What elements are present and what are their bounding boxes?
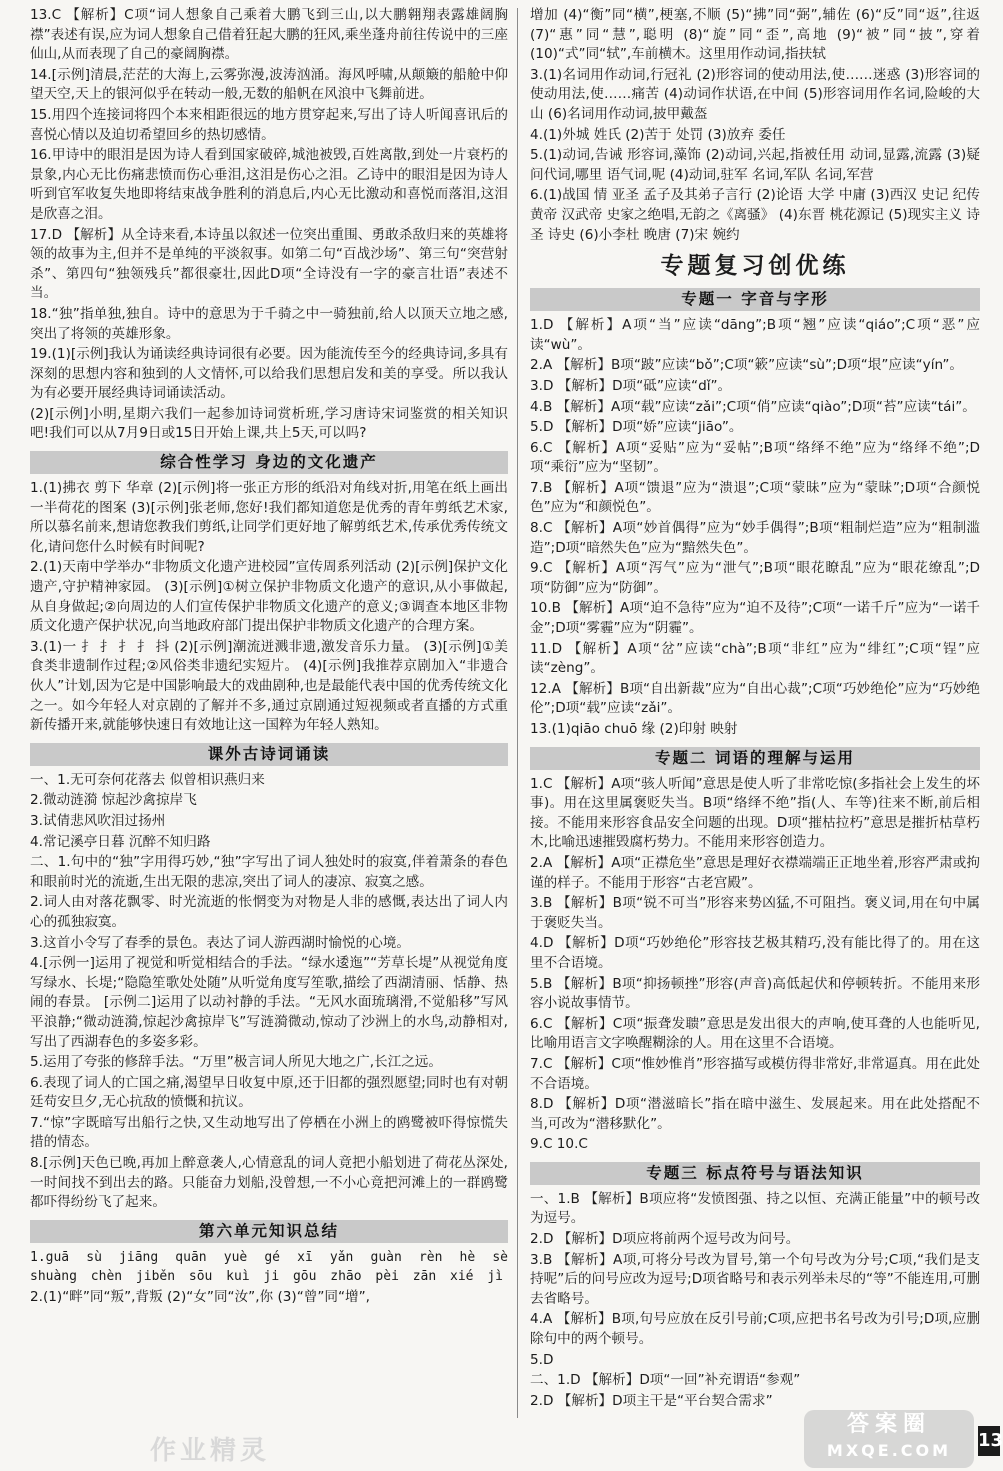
- answer-paragraph: 15.用四个连接词将四个本来相距很远的地方贯穿起来,写出了诗人听闻喜讯后的喜悦心情以及迫切希望回乡的热切感情。: [30, 106, 508, 143]
- answer-paragraph: 5.D 【解析】D项“娇”应读“jiāo”。: [530, 419, 743, 436]
- right-column: [530, 6, 980, 1411]
- answer-paragraph: 7.“惊”字既暗写出船行之快,又生动地写出了停栖在小洲上的鸥鹭被吓得惊慌失措的情态。: [30, 1114, 508, 1151]
- answer-paragraph: 2.A 【解析】B项“跛”应读“bǒ”;C项“簌”应读“sù”;D项“垠”应读“yín”。: [530, 357, 963, 374]
- answer-paragraph: 二、1.D 【解析】D项“一回”补充谓语“参观”: [530, 1372, 801, 1389]
- answer-paragraph: 17.D 【解析】从全诗来看,本诗虽以叙述一位突出重围、勇敢杀敌归来的英雄将领的故事为主,但并不是单纯的平淡叙事。如第二句“百战沙场”、第三句“突营射杀”、第四句“独领残兵”都很豪壮,因此D项“全诗没有一字的豪言壮语”表述不当。: [30, 226, 508, 302]
- answer-paragraph: 6.表现了词人的亡国之痛,渴望早日收复中原,还于旧都的强烈愿望;同时也有对朝廷苟安旦夕,无心抗敌的愤慨和抗议。: [30, 1074, 508, 1111]
- answer-paragraph: 8.[示例]天色已晚,再加上醉意袭人,心情意乱的词人竟把小船划进了荷花丛深处,一时间找不到出去的路。只能奋力划船,没曾想,一不小心竟把河滩上的一群鸥鹭都吓得纷纷飞了起来。: [30, 1155, 508, 1211]
- answer-paragraph: 1.guā sù jiāng quān yuè gé xī yǎn guàn rèn hè sè shuàng chèn jiběn sōu kuì ji gōu zhāo pèi zān xié jì: [30, 1249, 508, 1285]
- answer-paragraph: 一、1.无可奈何花落去 似曾相识燕归来: [30, 771, 265, 788]
- answer-paragraph: 18.“独”指单独,独自。诗中的意思为于千骑之中一骑独前,给人以顶天立地之感,突出了将领的英雄形象。: [30, 305, 508, 342]
- answer-paragraph: 10.B 【解析】A项“迫不急待”应为“迫不及待”;C项“一诺千斤”应为“一诺千金”;D项“雾霾”应为“阴霾”。: [530, 600, 980, 637]
- answer-paragraph: (2)[示例]小明,星期六我们一起参加诗词赏析班,学习唐诗宋词鉴赏的相关知识吧!我们可以从7月9日或15日开始上课,共上5天,可以吗?: [30, 405, 508, 442]
- answer-paragraph: 1.(1)拂衣 剪下 华章 (2)[示例]将一张正方形的纸沿对角线对折,用笔在纸上画出一半荷花的图案 (3)[示例]张老师,您好!我们都知道您是优秀的青年剪纸艺术家,所以慕名前来,想请您教我们剪纸,让同学们更好地了解剪纸艺术,传承优秀传统文化,请问您什么时候有时间呢?: [30, 480, 508, 555]
- answer-paragraph: 7.C 【解析】C项“惟妙惟肖”形容描写或模仿得非常好,非常逼真。用在此处不合语境。: [530, 1055, 980, 1092]
- answer-paragraph: 1.D 【解析】A项“当”应读“dāng”;B项“翘”应读“qiáo”;C项“恶”应读“wù”。: [530, 317, 980, 353]
- answer-paragraph: 4.D 【解析】D项“巧妙绝伦”形容技艺极其精巧,没有能比得了的。用在这里不合语境。: [530, 935, 980, 971]
- answer-paragraph: 6.C 【解析】C项“振聋发聩”意思是发出很大的声响,使耳聋的人也能听见,比喻用语言文字唤醒糊涂的人。用在这里不合语境。: [530, 1015, 980, 1052]
- answer-paragraph: 3.(1)名词用作动词,行冠礼 (2)形容词的使动用法,使……迷惑 (3)形容词的使动用法,使……痛苦 (4)动词作状语,在中间 (5)形容词用作名词,险峻的大山 (6)名词用作动词,披甲戴盔: [530, 66, 980, 122]
- answer-paragraph: 3.(1)一 扌 扌 扌 扌 抖 (2)[示例]潮流迸溅非遗,激发音乐力量。 (3)[示例]①美食类非遗制作过程;②风俗类非遗纪实短片。 (4)[示例]我推荐京剧加入“非遗合伙人”计划,因为它是中国影响最大的戏曲剧种,也是最能代表中国的优秀传统文化之一。如今年轻人对京剧的了解并不多,通过京剧通过短视频或者直播的方式重新传播开来,就能够快速日有效地让这一国粹为年轻人熟知。: [30, 638, 508, 734]
- answer-paragraph: 5.(1)动词,告诫 形容词,藻饰 (2)动词,兴起,指被任用 动词,显露,流露 (3)疑问代词,哪里 语气词,呢 (4)动词,驻军 名词,军队 名词,军营: [530, 147, 980, 183]
- answer-paragraph: 4.A 【解析】B项,句号应放在反引号前;C项,应把书名号改为引号;D项,应删除句中的两个顿号。: [530, 1311, 980, 1348]
- page-number: 13: [978, 1426, 1000, 1456]
- page-title: 专题复习创优练: [660, 253, 850, 280]
- answer-paragraph: 增加 (4)“衡”同“横”,梗塞,不顺 (5)“拂”同“弼”,辅佐 (6)“反”同“返”,往返 (7)“惠”同“慧”,聪明 (8)“旋”同“歪”,高地 (9)“被”同“披”,穿着 (10)“式”同“轼”,车前横木。这里用作动词,指扶轼: [530, 7, 980, 63]
- answer-paragraph: 7.B 【解析】A项“馈退”应为“溃退”;C项“蒙昧”应为“蒙昧”;D项“合颜悦色”应为“和颜悦色”。: [530, 479, 980, 516]
- answer-paragraph: 2.词人由对落花飘零、时光流逝的怅惘变为对物是人非的感慨,表达出了词人内心的孤独寂寞。: [30, 894, 508, 930]
- answer-paragraph: 8.C 【解析】A项“妙首偶得”应为“妙手偶得”;B项“粗制烂造”应为“粗制滥造”;D项“暗然失色”应为“黯然失色”。: [530, 520, 980, 556]
- answer-paragraph: 11.D 【解析】A项“岔”应读“chà”;B项“非红”应为“绯红”;C项“锃”应读“zèng”。: [530, 640, 980, 677]
- answer-paragraph: 13.C 【解析】C项“词人想象自己乘着大鹏飞到三山,以大鹏翱翔表露雄阔胸襟”表述有误,应为词人想象自己借着狂起大鹏的狂风,乘坐蓬舟前往传说中的三座仙山,从而表现了自己的豪阔胸襟。: [30, 7, 508, 63]
- answer-paragraph: 6.(1)战国 情 亚圣 孟子及其弟子言行 (2)论语 大学 中庸 (3)西汉 史记 纪传 黄帝 汉武帝 史家之绝唱,无韵之《离骚》 (4)东晋 桃花源记 (5)现实主义 诗圣 诗史 (6)小李杜 晚唐 (7)宋 婉约: [530, 187, 980, 243]
- footer-brand-mark: 作业精灵: [150, 1436, 271, 1466]
- column-divider: [517, 8, 518, 1418]
- section-heading: 专题二 词语的理解与运用: [530, 747, 980, 770]
- answer-paragraph: 4.[示例一]运用了视觉和听觉相结合的手法。“绿水逶迤”“芳草长堤”从视觉角度写绿水、长堤;“隐隐笙歌处处随”从听觉角度写笙歌,描绘了西湖清丽、恬静、热闹的春景。 [示例二]运用了以动衬静的手法。“无风水面琉璃滑,不觉船移”写风平浪静;“微动涟漪,惊起沙禽掠岸飞”写涟漪微动,惊动了沙洲上的水鸟,动静相对,写出了西湖春色的多姿多彩。: [30, 955, 508, 1050]
- answer-paragraph: 4.常记溪亭日暮 沉醉不知归路: [30, 833, 211, 850]
- answer-paragraph: 2.D 【解析】D项主干是“平台契合需求”: [530, 1392, 773, 1409]
- answer-paragraph: 6.C 【解析】A项“妥贴”应为“妥帖”;B项“络绎不绝”应为“络绎不绝”;D项“乘衍”应为“坚韧”。: [530, 439, 980, 476]
- answer-paragraph: 2.(1)“畔”同“叛”,背叛 (2)“女”同“汝”,你 (3)“曾”同“增”,: [30, 1289, 370, 1306]
- section-heading: 专题一 字音与字形: [530, 288, 980, 311]
- answer-paragraph: 二、1.句中的“独”字用得巧妙,“独”字写出了词人独处时的寂寞,伴着萧条的春色和眼前时光的流逝,生出无限的悲凉,突出了词人的凄凉、寂寞之感。: [30, 854, 508, 890]
- answer-paragraph: 2.A 【解析】A项“正襟危坐”意思是理好衣襟端端正正地坐着,形容严肃或拘谨的样子。不能用于形容“古老宫殿”。: [530, 854, 980, 891]
- answer-paragraph: 2.(1)天南中学举办“非物质文化遗产进校园”宣传周系列活动 (2)[示例]保护文化遗产,守护精神家园。 (3)[示例]①树立保护非物质文化遗产的意识,从小事做起,从自身做起;②向周边的人们宣传保护非物质文化遗产的意义;③调查本地区非物质文化遗产保护状况,向当地政府部门提出保护非物质文化遗产的合理方案。: [30, 559, 508, 635]
- section-heading: 第六单元知识总结: [30, 1220, 508, 1243]
- answer-paragraph: 3.D 【解析】D项“砥”应读“dǐ”。: [530, 377, 732, 394]
- answer-paragraph: 1.C 【解析】A项“骇人听闻”意思是使人听了非常吃惊(多指社会上发生的坏事)。用在这里属褒贬失当。B项“络绎不绝”指(人、车等)往来不断,前后相接。不能用来形容食品安全问题的出现。D项“摧枯拉朽”意思是摧折枯草朽木,比喻迅速摧毁腐朽势力。不能用来形容创造力。: [530, 775, 980, 851]
- answer-paragraph: 3.B 【解析】B项“锐不可当”形容来势凶猛,不可阻挡。褒义词,用在句中属于褒贬失当。: [530, 895, 980, 931]
- answer-paragraph: 14.[示例]清晨,茫茫的大海上,云雾弥漫,波涛汹涌。海风呼啸,从颠簸的船舱中仰望天空,天上的银河似乎在转动一般,无数的船帆在风浪中飞舞前进。: [30, 66, 508, 103]
- watermark-line2: MXQE.COM: [826, 1441, 952, 1460]
- answer-paragraph: 5.D: [530, 1351, 554, 1368]
- answer-paragraph: 8.D 【解析】D项“潜滋暗长”指在暗中滋生、发展起来。用在此处搭配不当,可改为“潜移默化”。: [530, 1096, 980, 1132]
- answer-paragraph: 12.A 【解析】B项“自出新裁”应为“自出心裁”;C项“巧妙绝伦”应为“巧妙绝伦”;D项“载”应读“zǎi”。: [530, 680, 980, 717]
- left-column: [30, 6, 508, 1308]
- section-heading: 综合性学习 身边的文化遗产: [30, 451, 508, 474]
- answer-paragraph: 5.运用了夸张的修辞手法。“万里”极言词人所见大地之广,长江之远。: [30, 1054, 442, 1071]
- answer-paragraph: 一、1.B 【解析】B项应将“发愤图强、持之以恒、充满正能量”中的顿号改为逗号。: [530, 1190, 980, 1227]
- answer-paragraph: 3.这首小令写了春季的景色。表达了词人游西湖时愉悦的心境。: [30, 934, 410, 951]
- section-heading: 专题三 标点符号与语法知识: [530, 1162, 980, 1185]
- answer-paragraph: 2.D 【解析】D项应将前两个逗号改为问号。: [530, 1231, 800, 1248]
- answer-paragraph: 9.C 【解析】A项“泻气”应为“泄气”;B项“眼花瞭乱”应为“眼花缭乱”;D项“防御”应为“防御”。: [530, 560, 980, 596]
- answer-paragraph: 2.微动涟漪 惊起沙禽掠岸飞: [30, 792, 197, 809]
- section-heading: 课外古诗词诵读: [30, 743, 508, 766]
- answer-paragraph: 4.(1)外城 姓氏 (2)苦于 处罚 (3)放弃 委任: [530, 126, 786, 143]
- answer-paragraph: 9.C 10.C: [530, 1136, 588, 1153]
- watermark-line1: 答案圈: [846, 1412, 931, 1437]
- answer-paragraph: 5.B 【解析】B项“抑扬顿挫”形容(声音)高低起伏和停顿转折。不能用来形容小说故事情节。: [530, 975, 980, 1012]
- answer-paragraph: 3.B 【解析】A项,可将分号改为冒号,第一个句号改为分号;C项,“我们是支持呢”后的问号应改为逗号;D项省略号和表示列举未尽的“等”不能连用,可删去省略号。: [530, 1251, 980, 1307]
- answer-paragraph: 19.(1)[示例]我认为诵读经典诗词很有必要。因为能流传至今的经典诗词,多具有深刻的思想内容和独到的人文情怀,可以给我们思想启发和美的享受。所以我认为有必要开展经典诗词诵读活动。: [30, 346, 508, 402]
- answer-paragraph: 3.试倩悲风吹泪过扬州: [30, 812, 166, 829]
- answer-paragraph: 16.甲诗中的眼泪是因为诗人看到国家破碎,城池被毁,百姓离散,到处一片衰朽的景象,内心无比伤痛悲愤而伤心垂泪,这泪是伤心之泪。乙诗中的眼泪是因为诗人听到官军收复失地即将结束战争胜利的消息后,内心无比激动和喜悦而落泪,这泪是欣喜之泪。: [30, 147, 508, 222]
- watermark-logo: [804, 1410, 974, 1468]
- answer-paragraph: 4.B 【解析】A项“载”应读“zǎi”;C项“俏”应读“qiào”;D项“苔”应读“tái”。: [530, 398, 976, 415]
- answer-paragraph: 13.(1)qiāo chuō 缘 (2)印射 映射: [530, 721, 738, 737]
